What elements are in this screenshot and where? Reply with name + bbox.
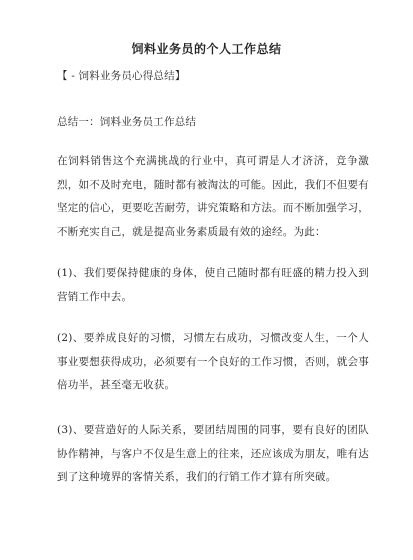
document-subtitle: 【 - 饲料业务员心得总结】	[57, 70, 186, 82]
paragraph-intro: 在饲料销售这个充满挑战的行业中，真可谓是人才济济，竞争激烈，如不及时充电，随时都有被淘汰的可能。因此，我们不但要有坚定的信心，更要吃苦耐劳，讲究策略和方法。而不断加强学习，不断充实自己，就是提高业务素质最有效的途经。为此：	[57, 155, 369, 238]
paragraph-point-2: (2)、要养成良好的习惯，习惯左右成功，习惯改变人生，一个人事业要想获得成功，必须要有一个良好的工作习惯，否则，就会事倍功半，甚至毫无收获。	[57, 332, 369, 391]
paragraph-point-1: (1)、我们要保持健康的身体，使自己随时都有旺盛的精力投入到营销工作中去。	[57, 267, 369, 303]
summary-heading: 总结一：饲料业务员工作总结	[57, 116, 197, 128]
paragraph-point-3: (3)、要营造好的人际关系，要团结周围的同事，要有良好的团队协作精神，与客户不仅是生意上的往来，还应该成为朋友，唯有达到了这种境界的客情关系，我们的行销工作才算有所突破。	[57, 424, 369, 483]
document-title: 饲料业务员的个人工作总结	[131, 42, 282, 56]
